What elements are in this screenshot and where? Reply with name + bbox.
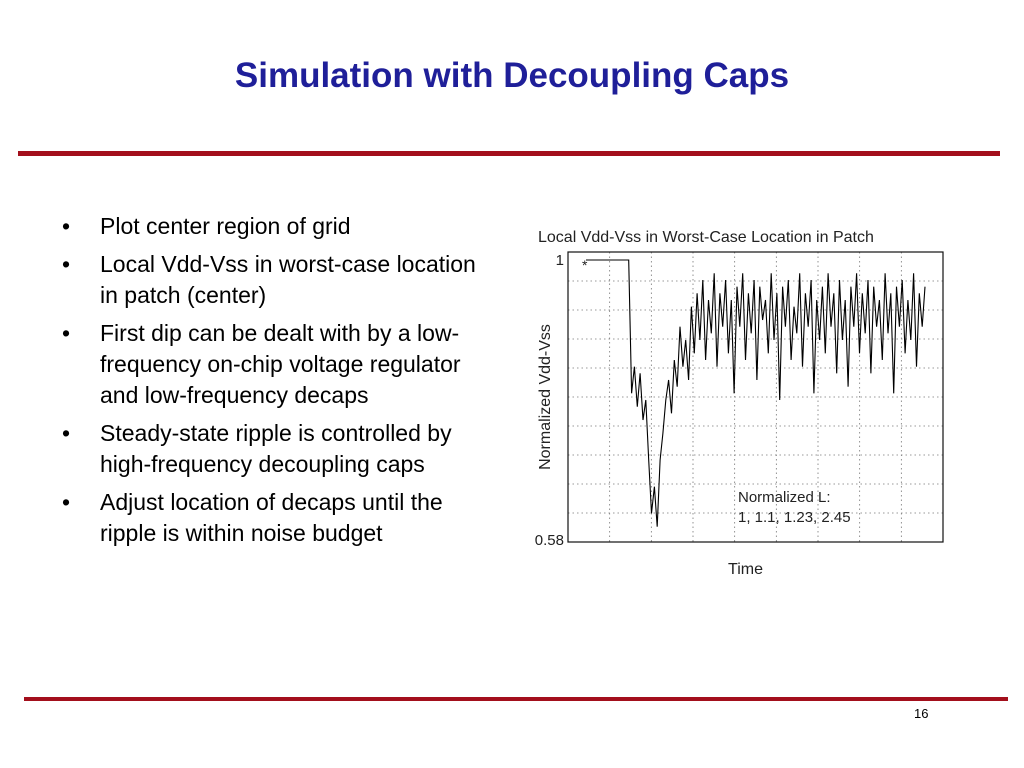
title-divider [18,151,1000,156]
y-axis-label: Normalized Vdd-Vss [537,324,554,470]
bullet-marker: • [62,320,71,346]
bullet-text: Local Vdd-Vss in worst-case location in patch (center) [100,251,476,308]
bullet-item [62,211,492,242]
bullet-item [62,418,492,480]
voltage-chart-svg [520,224,970,584]
bullet-item [62,318,492,411]
start-marker: * [582,257,588,273]
chart-title: Local Vdd-Vss in Worst-Case Location in Patch [538,229,874,246]
bullet-item [62,487,492,549]
bullet-text: Plot center region of grid [100,213,351,239]
y-tick-label-bottom: 0.58 [534,532,564,549]
page-number: 16 [914,706,929,721]
bullet-marker: • [62,213,71,239]
bullet-list [62,211,492,556]
footer-divider [24,697,1008,701]
bullet-marker: • [62,420,71,446]
bullet-item [62,249,492,311]
bullet-marker: • [62,251,71,277]
y-tick-label-top: 1 [555,252,564,269]
annotation-line-2: 1, 1.1, 1.23, 2.45 [738,509,851,526]
bullet-text: First dip can be dealt with by a low-frequency on-chip voltage regulator and low-frequency decaps [100,320,461,408]
bullet-marker: • [62,489,71,515]
annotation-line-1: Normalized L: [738,489,831,506]
bullet-text: Steady-state ripple is controlled by high-frequency decoupling caps [100,420,452,477]
series-line [586,260,925,527]
x-axis-label: Time [728,561,763,578]
bullet-text: Adjust location of decaps until the ripple is within noise budget [100,489,443,546]
slide-title: Simulation with Decoupling Caps [234,56,790,95]
voltage-chart [520,224,970,584]
